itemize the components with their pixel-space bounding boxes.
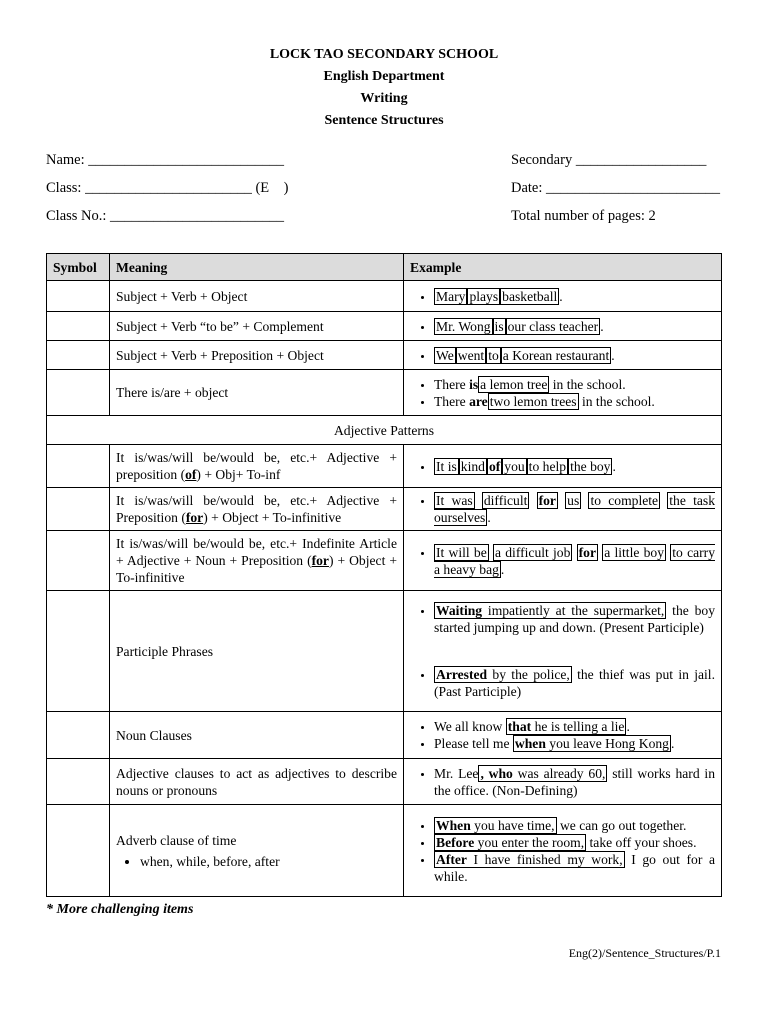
object-box: a Korean restaurant [502,347,610,363]
section-row [47,416,722,445]
example-text: we can go out together. [556,817,687,833]
example-cell [404,281,722,312]
complement-box: our class teacher [507,318,599,334]
example-cell [404,591,722,712]
object-box: us [567,493,580,508]
meaning-cell: Adjective clauses to act as adjectives to describe nouns or pronouns [110,759,404,805]
it-be-box: It is [436,458,457,474]
meaning-text: ) + Obj+ To-inf [196,467,281,482]
example-text: the thief was put in jail. (Past Participle) [434,667,715,699]
meaning-text: Adverb clause of time [116,832,237,848]
symbol-cell [47,312,110,341]
object-box: a little boy [604,544,665,560]
example-text: . [487,510,491,525]
subject-title: Writing [360,91,408,106]
example-item [434,492,715,526]
preposition-box: of [488,458,501,474]
example-item [434,347,715,364]
keyword: is [469,376,479,392]
example-cell [404,445,722,488]
example-item [434,718,715,735]
meaning-cell: Subject + Verb + Object [110,281,404,312]
table-row [47,445,722,488]
table-row [47,370,722,416]
object-box: the boy [570,458,611,474]
infinitive-box: to help [528,458,567,474]
meaning-cell: Participle Phrases [110,591,404,712]
example-item [434,393,715,410]
meaning-cell [110,445,404,488]
keyword: that [507,719,532,734]
table-header-row [47,254,722,281]
example-text: There [434,376,470,392]
example-text: still works hard in the office. (Non-Defining) [434,765,715,798]
example-item [434,602,715,636]
total-pages: Total number of pages: 2 [511,208,656,224]
verb-box: went [457,347,485,363]
subject-box: We [436,347,454,363]
meaning-header: Meaning [110,254,404,281]
keyword: Arrested [436,667,488,682]
date-field: Date: ________________________ [511,180,721,196]
section-title: Adjective Patterns [47,416,722,445]
example-text: the boy started jumping up and down. (Present Participle) [434,603,716,635]
example-cell [404,312,722,341]
table-row [47,312,722,341]
meaning-cell: Subject + Verb + Preposition + Object [110,341,404,370]
example-item [434,376,715,393]
example-item [434,318,715,335]
participle-phrase-box [434,666,572,683]
it-be-box: It was [436,493,473,508]
keyword: Before [436,834,475,850]
keyword: When [436,817,471,833]
secondary-field: Secondary __________________ [511,152,707,168]
participle-phrase-box [434,602,666,619]
table-row [47,531,722,591]
symbol-header: Symbol [47,254,110,281]
example-cell [404,370,722,416]
conjunction-list-item: • when, while, before, after [140,853,397,870]
page-footer: Eng(2)/Sentence_Structures/P.1 [568,946,721,960]
meaning-cell [110,805,404,897]
meaning-text: It is/was/will be/would be, etc.+ Indefinite Article + Adjective + Noun + Preposition ( [116,536,397,568]
keyword: for [185,510,204,525]
document-header [0,44,768,132]
example-cell [404,712,722,759]
example-item [434,817,715,834]
example-item [434,851,715,885]
example-text: in the school. [578,393,655,409]
meaning-cell [110,531,404,591]
table-row [47,488,722,531]
adjective-box: kind [460,458,485,474]
example-text: . [611,347,615,363]
example-item [434,735,715,752]
preposition-box: to [488,347,499,363]
table-row [47,805,722,897]
object-box: two lemon trees [489,393,577,409]
department-name: English Department [323,69,445,84]
example-text: in the school. [549,376,626,392]
example-text: Please tell me [434,736,513,751]
example-item [434,458,715,475]
object-box: the task ourselves [434,493,715,525]
table-row [47,591,722,712]
example-item [434,544,715,578]
example-text: you enter the room, [474,834,585,850]
example-cell [404,805,722,897]
example-cell [404,488,722,531]
noun-phrase-box: a difficult job [494,544,571,560]
sentence-structures-table [46,253,722,897]
keyword: , who [480,765,513,781]
example-item [434,666,715,700]
it-be-box: It will be [436,544,487,560]
symbol-cell [47,759,110,805]
meaning-cell: Noun Clauses [110,712,404,759]
school-name: LOCK TAO SECONDARY SCHOOL [269,47,499,62]
example-cell [404,531,722,591]
adverb-clause-box [434,817,557,834]
example-text: you have time, [470,817,555,833]
example-cell [404,341,722,370]
symbol-cell [47,370,110,416]
example-text: Mr. Lee [434,765,479,781]
example-text: I go out for a while. [434,851,716,884]
adjective-box: difficult [483,493,528,508]
keyword: of [185,467,197,482]
example-text: . [626,719,630,734]
class-field: Class: _______________________ (E ) [46,180,289,196]
infinitive-box: to carry a heavy bag [434,544,715,577]
symbol-cell [47,488,110,531]
example-item [434,765,715,799]
keyword: After [436,851,467,867]
preposition-box: for [578,544,596,560]
name-field: Name: ___________________________ [46,152,285,168]
meaning-text: ) + Object + To-infinitive [203,510,342,525]
verb-box: is [494,318,504,334]
symbol-cell [47,445,110,488]
table-row [47,759,722,805]
example-text: . [600,318,604,334]
example-header: Example [404,254,722,281]
example-item [434,834,715,851]
example-text: take off your shoes. [586,834,697,850]
meaning-text: It is/was/will be/would be, etc.+ Adjective + preposition ( [116,450,397,482]
table-row [47,281,722,312]
preposition-box: for [538,493,556,508]
keyword: for [311,553,329,568]
verb-box: plays [469,288,499,304]
object-box: a lemon tree [480,376,548,392]
noun-clause-box [513,735,671,752]
example-text: impatiently at the supermarket, [482,603,665,618]
example-text: he is telling a lie [531,719,625,734]
adjective-clause-box [478,765,607,782]
example-text: We all know [434,719,506,734]
topic-title: Sentence Structures [324,113,444,128]
symbol-cell [47,805,110,897]
class-no-field: Class No.: ________________________ [46,208,285,224]
example-text: . [500,561,505,577]
example-cell [404,759,722,805]
noun-clause-box [506,718,630,735]
meaning-cell: There is/are + object [110,370,404,416]
meaning-cell [110,488,404,531]
example-text: I have finished my work, [466,851,623,867]
example-text: . [670,736,675,751]
object-box: you [504,458,525,474]
meaning-text: It is/was/will be/would be, etc.+ Adjective + Preposition ( [116,493,397,525]
keyword: Waiting [436,603,483,618]
example-text: . [559,288,563,304]
symbol-cell [47,712,110,759]
table-row [47,712,722,759]
symbol-cell [47,341,110,370]
keyword: are [469,393,488,409]
object-box: basketball [502,288,558,304]
adverb-clause-box [434,834,586,851]
infinitive-box: to complete [590,493,659,508]
student-info-fields [46,152,722,236]
example-text: . [612,458,616,474]
symbol-cell [47,531,110,591]
example-text: was already 60, [512,765,606,781]
example-text: you leave Hong Kong [545,736,669,751]
subject-box: Mr. Wong [436,318,491,334]
challenging-items-note: * More challenging items [46,902,194,917]
example-item [434,288,715,305]
subject-box: Mary [436,288,466,304]
adverb-clause-box [434,851,625,868]
symbol-cell [47,591,110,712]
example-text: There [434,393,470,409]
example-text: by the police, [487,667,570,682]
meaning-text: ) + Object + To-infinitive [116,553,397,585]
table-row [47,341,722,370]
keyword: when [514,736,546,751]
symbol-cell [47,281,110,312]
meaning-cell: Subject + Verb “to be” + Complement [110,312,404,341]
